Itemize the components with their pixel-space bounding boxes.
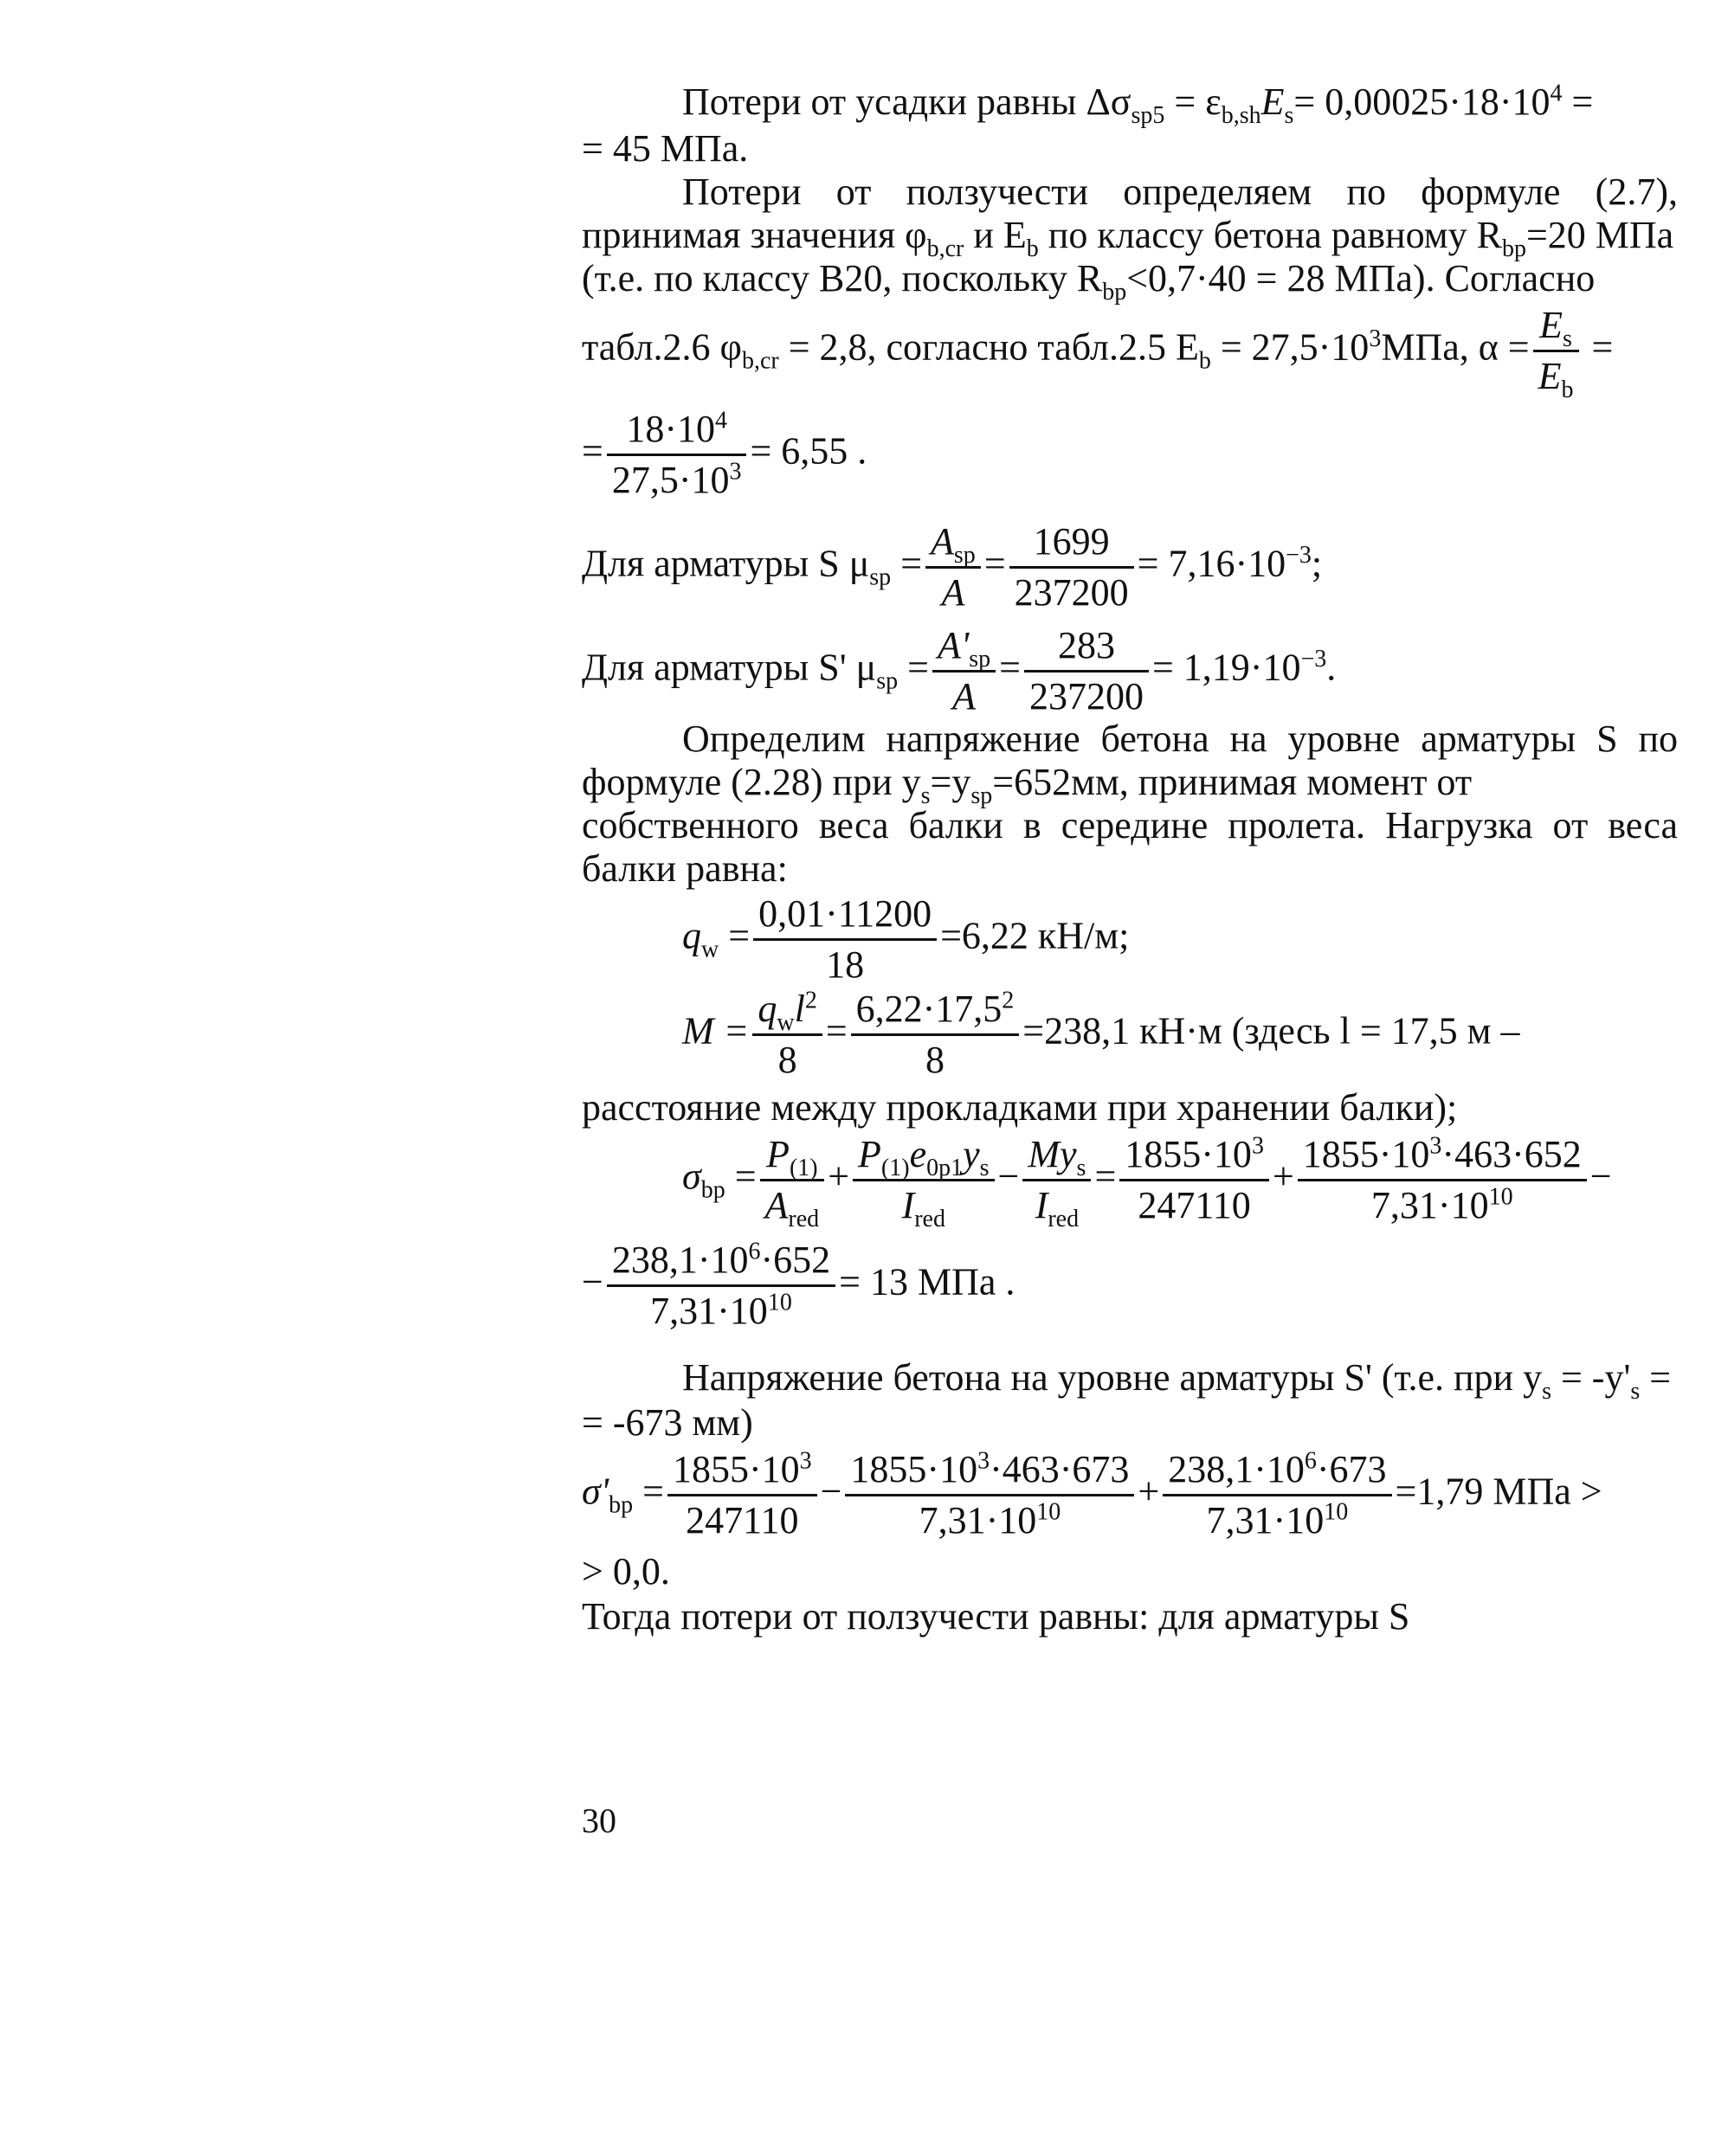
text: E — [1260, 80, 1285, 123]
superscript: 2 — [1002, 987, 1015, 1014]
text: E — [1538, 355, 1562, 397]
text: ·673 — [1316, 1448, 1387, 1490]
creep-line-4 — [582, 303, 1614, 403]
text: 7,31·10 — [1206, 1499, 1325, 1541]
text: МПа, α = — [1381, 325, 1530, 369]
superscript: 3 — [1251, 1132, 1264, 1160]
text: l — [794, 988, 805, 1030]
subscript: b — [1026, 235, 1039, 262]
sigma-term-3 — [1022, 1132, 1091, 1232]
sigma-bp-continuation — [582, 1238, 1015, 1334]
subscript: s — [1284, 101, 1294, 129]
superscript: 4 — [1550, 80, 1563, 107]
text: 7,31·10 — [650, 1290, 768, 1332]
subscript: b,cr — [926, 235, 964, 262]
subscript: b,sh — [1221, 101, 1261, 129]
text: =6,22 кН/м; — [940, 914, 1130, 957]
text: ; — [1311, 542, 1323, 585]
mu-s-fraction-2 — [1009, 519, 1134, 615]
subscript: s — [920, 782, 931, 809]
subscript: sp — [953, 541, 976, 569]
text: Напряжение бетона на уровне арматуры S — [682, 1356, 1365, 1399]
subscript: bp — [609, 1491, 634, 1519]
stress-line-3: собственного веса балки в середине пролета. Нагрузка от веса — [582, 804, 1678, 846]
superscript: 3 — [977, 1447, 990, 1475]
text: = -y' — [1551, 1356, 1631, 1399]
text: − — [1589, 1155, 1612, 1198]
text: 1855·10 — [1125, 1133, 1252, 1175]
creep-line-1: Потери от ползучести определяем по формуле (2.7), — [682, 171, 1678, 213]
superscript: 3 — [1369, 325, 1382, 352]
text: =y — [930, 761, 971, 803]
subscript: s — [1630, 1377, 1641, 1405]
sigma-prime-number-2 — [845, 1447, 1134, 1543]
text: 18·10 — [626, 408, 715, 450]
text: 238,1·10 — [1168, 1448, 1305, 1490]
text: Для арматуры S μ — [582, 542, 870, 585]
text: P — [766, 1133, 790, 1175]
text: ·652 — [760, 1239, 831, 1281]
sigma-prime-number-1 — [667, 1447, 817, 1543]
text: e — [909, 1133, 927, 1175]
subscript: b — [1561, 376, 1574, 403]
moment-fraction-2 — [851, 987, 1020, 1083]
sigma-number-1 — [1119, 1132, 1269, 1228]
qw-fraction — [753, 891, 937, 988]
alpha-fraction — [1533, 303, 1579, 403]
text: − — [582, 1260, 603, 1303]
denominator: 8 — [925, 1039, 945, 1081]
subscript: (1) — [789, 1154, 818, 1181]
stress-line-1: Определим напряжение бетона на уровне арматуры S по — [682, 718, 1678, 760]
subscript: sp5 — [1131, 101, 1165, 129]
text: 27,5·10 — [611, 459, 730, 501]
text: 7,31·10 — [1370, 1184, 1489, 1226]
subscript: bp — [1501, 235, 1526, 262]
text: P — [858, 1133, 881, 1175]
text: = — [719, 914, 751, 957]
text: = — [1562, 80, 1594, 123]
superscript: 3 — [799, 1447, 812, 1475]
text: A — [931, 520, 954, 563]
numerator: 0,01·11200 — [753, 891, 937, 941]
subscript: (1) — [880, 1154, 910, 1181]
sigma-number-2 — [1298, 1132, 1587, 1228]
superscript: 3 — [729, 458, 742, 486]
text: по классу бетона равному R — [1038, 214, 1502, 256]
numerator: 1699 — [1009, 519, 1134, 569]
shrinkage-line — [682, 80, 1594, 129]
denominator: 8 — [777, 1039, 797, 1081]
denominator: 247110 — [1138, 1184, 1251, 1226]
text: E — [1539, 304, 1563, 346]
subscript: s — [1076, 1154, 1086, 1181]
text: =20 МПа — [1525, 214, 1674, 256]
stress-s-prime-line-1 — [682, 1355, 1672, 1405]
text: 238,1·10 — [611, 1239, 749, 1281]
superscript: 10 — [767, 1289, 792, 1316]
page-number: 30 — [582, 1801, 616, 1840]
text: = 1,19·10 — [1151, 646, 1301, 689]
denominator: 237200 — [1028, 675, 1144, 718]
text: . — [1326, 646, 1337, 689]
text: + — [1272, 1155, 1294, 1198]
mu-s-equation — [582, 519, 1322, 615]
subscript: bp — [700, 1176, 725, 1204]
superscript: 6 — [748, 1238, 761, 1265]
sigma-bp-equation — [682, 1132, 1612, 1232]
moment-equation — [682, 987, 1520, 1083]
subscript: s — [1563, 325, 1572, 352]
text: = — [898, 646, 929, 689]
text: 1855·10 — [1302, 1133, 1430, 1175]
text: A — [764, 1184, 789, 1226]
text: = — [999, 646, 1021, 689]
text: =652мм, принимая момент от — [992, 761, 1473, 803]
subscript: 0p1 — [926, 1154, 964, 1181]
text: Для арматуры S' μ — [582, 646, 877, 689]
text: =1,79 МПа > — [1395, 1470, 1602, 1513]
stress-line-2 — [582, 760, 1473, 809]
moment-fraction-1 — [752, 987, 822, 1083]
mu-s-prime-fraction-1 — [932, 623, 996, 719]
sigma-prime-number-3 — [1163, 1447, 1391, 1543]
subscript: sp — [969, 645, 991, 673]
text: = — [1640, 1356, 1672, 1399]
text: = 13 МПа . — [839, 1260, 1015, 1303]
sigma-term-1 — [760, 1132, 825, 1232]
text: = — [1094, 1155, 1117, 1198]
subscript: s — [979, 1154, 990, 1181]
text: 6,22·17,5 — [855, 988, 1003, 1030]
superscript: 4 — [714, 407, 727, 434]
qw-equation — [682, 891, 1129, 988]
text: ·463·652 — [1441, 1133, 1582, 1175]
subscript: w — [777, 1008, 795, 1036]
text: (т.е. по классу В20, поскольку R — [582, 257, 1103, 299]
text: A — [941, 571, 965, 614]
text: 7,31·10 — [919, 1499, 1037, 1541]
text: q — [682, 914, 701, 957]
sigma-prime-bp-equation — [582, 1447, 1602, 1543]
shrinkage-result: = 45 МПа. — [582, 127, 749, 170]
text: σ — [682, 1155, 701, 1198]
text: <0,7·40 = 28 МПа). Согласно — [1126, 257, 1596, 299]
subscript: bp — [1102, 278, 1127, 306]
sigma-term-2 — [853, 1132, 995, 1232]
text: формуле (2.28) при y — [582, 761, 921, 803]
text: 1855·10 — [850, 1448, 978, 1490]
text: y — [963, 1133, 980, 1175]
superscript: 6 — [1304, 1447, 1317, 1475]
subscript: sp — [970, 782, 993, 809]
superscript: −3 — [1286, 541, 1312, 569]
superscript: 3 — [1429, 1132, 1442, 1160]
text: + — [828, 1155, 850, 1198]
stress-s-prime-line-2: = -673 мм) — [582, 1401, 753, 1444]
subscript: red — [914, 1205, 945, 1232]
text: = — [633, 1470, 664, 1513]
subscript: sp — [869, 563, 892, 591]
text: + — [1138, 1470, 1160, 1513]
moment-note: расстояние между прокладками при хранении балки); — [582, 1086, 1458, 1129]
alpha-value — [582, 407, 867, 503]
mu-s-prime-fraction-2 — [1024, 623, 1149, 719]
subscript: red — [788, 1205, 820, 1232]
text: σ' — [582, 1470, 609, 1513]
superscript: −3 — [1300, 645, 1327, 673]
alpha-value-fraction — [607, 407, 747, 503]
text: = — [1582, 325, 1614, 369]
subscript: b — [1198, 347, 1211, 375]
text: ' (т.е. при y — [1364, 1356, 1543, 1399]
text: =238,1 кН·м (здесь l = 17,5 м – — [1022, 1009, 1520, 1052]
text: q — [758, 988, 777, 1030]
subscript: b,cr — [741, 347, 779, 375]
text: = — [825, 1009, 848, 1052]
text: − — [997, 1155, 1020, 1198]
mu-s-prime-equation — [582, 623, 1336, 719]
text: = 0,00025·18·10 — [1293, 80, 1551, 123]
creep-line-3 — [582, 256, 1596, 306]
text: ·463·673 — [990, 1448, 1130, 1490]
text: = 27,5·10 — [1210, 325, 1370, 369]
subscript: sp — [876, 667, 899, 695]
text: A' — [937, 624, 970, 666]
text: Потери от усадки равны Δσ — [682, 80, 1132, 123]
superscript: 10 — [1488, 1183, 1513, 1211]
creep-line-2 — [582, 213, 1674, 262]
text: M = — [682, 1009, 750, 1052]
text: My — [1028, 1133, 1077, 1175]
stress-line-4: балки равна: — [582, 847, 788, 890]
sigma-prime-continuation: > 0,0. — [582, 1550, 670, 1593]
text: принимая значения φ — [582, 214, 927, 256]
text: = ε — [1164, 80, 1222, 123]
text: − — [820, 1470, 842, 1513]
text: и E — [964, 214, 1027, 256]
final-line: Тогда потери от ползучести равны: для арматуры S — [582, 1595, 1410, 1638]
text: 1855·10 — [672, 1448, 800, 1490]
denominator: 247110 — [686, 1499, 799, 1541]
mu-s-fraction-1 — [925, 519, 981, 615]
superscript: 2 — [804, 987, 817, 1014]
text: I — [901, 1184, 915, 1226]
text: = — [983, 542, 1006, 585]
subscript: w — [701, 936, 719, 963]
text: = 7,16·10 — [1137, 542, 1286, 585]
denominator: 18 — [826, 943, 865, 986]
text: A — [952, 675, 976, 718]
text: = — [725, 1155, 757, 1198]
numerator: 283 — [1024, 623, 1149, 673]
superscript: 10 — [1324, 1498, 1349, 1526]
denominator: 237200 — [1014, 571, 1129, 614]
text: = 6,55 . — [750, 429, 867, 473]
subscript: s — [1542, 1377, 1551, 1405]
text: = — [582, 429, 603, 473]
text: = 2,8, согласно табл.2.5 E — [778, 325, 1199, 369]
text: I — [1035, 1184, 1048, 1226]
sigma-number-3 — [607, 1238, 835, 1334]
text: = — [891, 542, 923, 585]
superscript: 10 — [1036, 1498, 1061, 1526]
subscript: red — [1048, 1205, 1080, 1232]
text: табл.2.6 φ — [582, 325, 742, 369]
